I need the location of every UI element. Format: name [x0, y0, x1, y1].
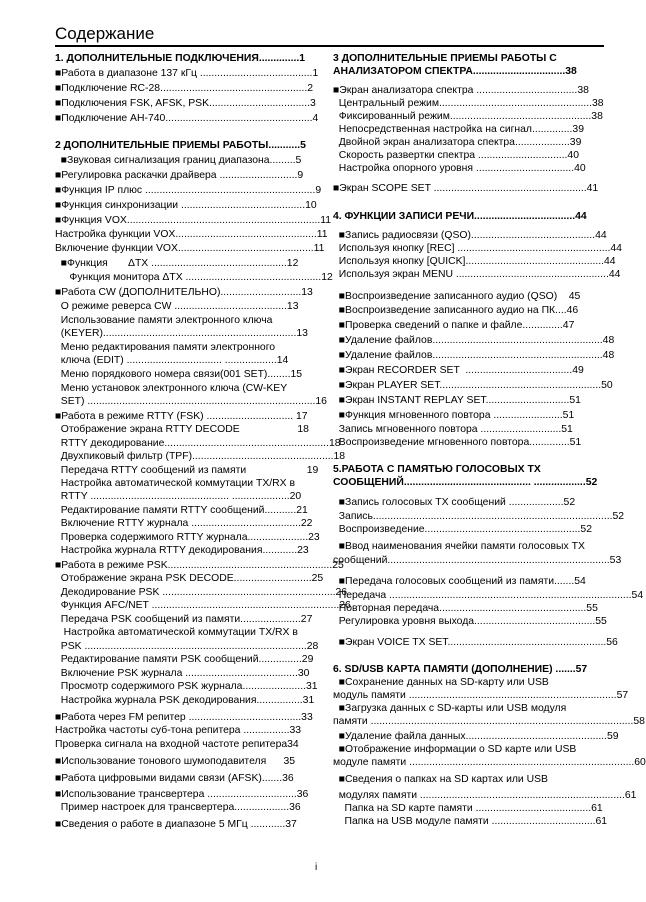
toc-section-heading: 1. ДОПОЛНИТЕЛЬНЫЕ ПОДКЛЮЧЕНИЯ..............1	[55, 53, 306, 64]
toc-entry: RTTY декодирование.........................................................18	[55, 438, 341, 449]
title-divider	[55, 45, 604, 47]
toc-entry: ■Передача голосовых сообщений из памяти.......54	[333, 576, 586, 587]
toc-entry: Повторная передача...................................................55	[333, 603, 598, 614]
toc-entry: Меню редактирования памяти электронного	[55, 342, 276, 353]
toc-entry: ■Работа через FM репитер .......................................33	[55, 712, 313, 723]
toc-entry: Функция AFC/NET .................................................................26	[55, 600, 351, 611]
toc-entry: ■Работа CW (ДОПОЛНИТЕЛЬНО)............................13	[55, 287, 313, 298]
toc-entry: RTTY ................................................ ....................20	[55, 491, 302, 502]
page-title: Содержание	[55, 24, 155, 43]
toc-entry: ■Воспроизведение записанного аудио на ПК....46	[333, 305, 579, 316]
toc-entry: ■Функция мгновенного повтора ........................51	[333, 410, 575, 421]
toc-entry: Проверка содержимого RTTY журнала.....................23	[55, 532, 320, 543]
toc-entry: ■Использование тонового шумоподавителя 35	[55, 756, 296, 767]
toc-entry: ■Запись голосовых TX сообщений ...................52	[333, 497, 576, 508]
toc-entry: ■Использование трансвертера ...............................36	[55, 789, 309, 800]
toc-entry: О режиме реверса CW .......................................13	[55, 301, 299, 312]
toc-entry: ■Функция синхронизации ...........................................10	[55, 200, 317, 211]
toc-section-heading: СООБЩЕНИЙ............................................ ..................52	[333, 477, 598, 488]
toc-entry: Использование памяти электронного ключа	[55, 315, 273, 326]
toc-entry: ■Функция VOX...................................................................11	[55, 215, 332, 226]
toc-entry: ■Экран PLAYER SET........................................................50	[333, 380, 613, 391]
toc-section-heading: 4. ФУНКЦИИ ЗАПИСИ РЕЧИ...................................44	[333, 211, 587, 222]
toc-entry: ключа (EDIT) ................................. ..................14	[55, 355, 289, 366]
toc-entry: Настройка функции VOX.................................................11	[55, 229, 328, 240]
toc-entry: ■Функция ΔTX ...............................................12	[55, 258, 299, 269]
toc-entry: Проверка сигнала на входной частоте репитера34	[55, 739, 299, 750]
toc-entry: ■Работа в режиме PSK.........................................................25	[55, 560, 344, 571]
toc-entry: ■Отображение информации о SD карте или USB	[333, 744, 577, 755]
toc-entry: ■Удаление файла данных.................................................59	[333, 731, 619, 742]
toc-entry: Редактирование памяти RTTY сообщений...........21	[55, 505, 308, 516]
toc-entry: модулях памяти .......................................................................61	[333, 790, 637, 801]
toc-entry: ■Экран INSTANT REPLAY SET.............................51	[333, 395, 581, 406]
toc-entry: ■Звуковая сигнализация границ диапазона.........5	[55, 155, 302, 166]
toc-entry: ■Сведения о папках на SD картах или USB	[333, 774, 548, 785]
toc-entry: Настройка журнала RTTY декодирования............23	[55, 545, 309, 556]
toc-entry: SET) ...............................................................................16	[55, 396, 327, 407]
toc-entry: Папка на USB модуле памяти ....................................61	[333, 816, 608, 827]
toc-entry: Используя кнопку [QUICK]................................................44	[333, 256, 616, 267]
toc-entry: Отображение экрана PSK DECODE...........................25	[55, 573, 324, 584]
page-number: i	[315, 862, 318, 873]
toc-entry: ■Проверка сведений о папке и файле..............47	[333, 320, 575, 331]
toc-entry: ■Сведения о работе в диапазоне 5 МГц ............37	[55, 819, 297, 830]
toc-section-heading: 6. SD/USB КАРТА ПАМЯТИ (ДОПОЛНЕНИЕ) .......57	[333, 664, 588, 675]
toc-entry: Просмотр содержимого PSK журнала......................31	[55, 681, 318, 692]
toc-entry: Регулировка уровня выхода..........................................55	[333, 616, 607, 627]
toc-entry: ■Регулировка раскачки драйвера ...........................9	[55, 170, 304, 181]
toc-entry: ■Работа цифровыми видами связи (AFSK).......36	[55, 773, 294, 784]
toc-entry: ■Экран анализатора спектра ...................................38	[333, 85, 589, 96]
toc-entry: Двухпиковый фильтр (TPF).................................................18	[55, 451, 346, 462]
toc-entry: сообщений.............................................................................53	[333, 555, 622, 566]
toc-entry: Включение PSK журнала .......................................30	[55, 668, 310, 679]
toc-entry: ■Удаление файлов...........................................................48	[333, 335, 615, 346]
toc-entry: Настройка автоматической коммутации TX/RX в	[55, 627, 298, 638]
toc-entry: ■Подключение RC-28...................................................2	[55, 83, 314, 94]
toc-entry: Папка на SD карте памяти ........................................61	[333, 803, 603, 814]
toc-entry: Фиксированный режим.................................................38	[333, 111, 603, 122]
toc-entry: Настройка автоматической коммутации TX/RX в	[55, 478, 295, 489]
toc-entry: Настройка частоты суб-тона репитера ................33	[55, 725, 302, 736]
toc-entry: ■Экран VOICE TX SET.......................................................56	[333, 637, 618, 648]
toc-entry: памяти ...........................................................................................58	[333, 716, 645, 727]
toc-entry: модуль памяти ........................................................................57	[333, 690, 629, 701]
toc-entry: Используя экран MENU .....................................................44	[333, 269, 621, 280]
toc-entry: ■Работа в режиме RTTY (FSK) .............................. 17	[55, 411, 308, 422]
toc-entry: ■Воспроизведение записанного аудио (QSO) 45	[333, 291, 581, 302]
toc-entry: Меню установок электронного ключа (CW-KEY	[55, 383, 288, 394]
toc-entry: Передача PSK сообщений из памяти.....................27	[55, 614, 313, 625]
toc-entry: Редактирование памяти PSK сообщений...............29	[55, 654, 314, 665]
toc-entry: Функция монитора ΔTX ...............................................12	[55, 272, 333, 283]
toc-entry: ■Удаление файлов...........................................................48	[333, 350, 615, 361]
toc-entry: ■Работа в диапазоне 137 кГц .......................................1	[55, 68, 319, 79]
toc-entry: Отображение экрана RTTY DECODE 18	[55, 424, 309, 435]
toc-entry: Включение функции VOX...............................................11	[55, 243, 325, 254]
toc-section-heading: 5.РАБОТА С ПАМЯТЬЮ ГОЛОСОВЫХ TX	[333, 464, 541, 475]
toc-entry: Меню порядкового номера связи(001 SET)........15	[55, 369, 303, 380]
toc-entry: ■Экран SCOPE SET .....................................................41	[333, 183, 599, 194]
toc-entry: ■Экран RECORDER SET .....................................49	[333, 365, 584, 376]
toc-entry: Двойной экран анализатора спектра...................39	[333, 137, 582, 148]
toc-entry: Непосредственная настройка на сигнал..............39	[333, 124, 584, 135]
toc-entry: ■Ввод наименования ячейки памяти голосовых TX	[333, 541, 585, 552]
toc-entry: Передача RTTY сообщений из памяти 19	[55, 465, 319, 476]
toc-entry: Включение RTTY журнала ......................................22	[55, 518, 313, 529]
toc-entry: (KEYER)...................................................................13	[55, 328, 308, 339]
toc-entry: Передача ....................................................................................54	[333, 590, 644, 601]
toc-entry: Настройка журнала PSK декодирования................31	[55, 695, 315, 706]
toc-entry: Используя кнопку [REC] .....................................................44	[333, 243, 622, 254]
toc-section-heading: 2 ДОПОЛНИТЕЛЬНЫЕ ПРИЕМЫ РАБОТЫ...........5	[55, 140, 306, 151]
toc-entry: Воспроизведение......................................................52	[333, 524, 592, 535]
toc-entry: Настройка опорного уровня ..................................40	[333, 163, 586, 174]
toc-entry: ■Загрузка данных с SD-карты или USB модуля	[333, 703, 567, 714]
toc-entry: Декодирование PSK ............................................................26	[55, 587, 348, 598]
toc-entry: Воспроизведение мгновенного повтора..............51	[333, 437, 582, 448]
toc-entry: ■Подключение AH-740...................................................4	[55, 113, 319, 124]
toc-entry: ■Подключения FSK, AFSK, PSK...................................3	[55, 98, 316, 109]
toc-entry: модуле памяти ..............................................................................60	[333, 757, 646, 768]
toc-entry: ■Функция IP плюс ...........................................................9	[55, 185, 322, 196]
toc-entry: PSK .............................................................................28	[55, 641, 319, 652]
toc-entry: Скорость развертки спектра ...............................40	[333, 150, 579, 161]
toc-entry: Пример настроек для трансвертера...................36	[55, 802, 301, 813]
toc-section-heading: 3 ДОПОЛНИТЕЛЬНЫЕ ПРИЕМЫ РАБОТЫ С	[333, 53, 557, 64]
toc-entry: ■Сохранение данных на SD-карту или USB	[333, 677, 549, 688]
toc-entry: Запись мгновенного повтора ............................51	[333, 424, 573, 435]
toc-section-heading: АНАЛИЗАТОРОМ СПЕКТРА................................38	[333, 66, 577, 77]
toc-entry: Центральный режим.....................................................38	[333, 98, 604, 109]
toc-entry: ■Запись радиосвязи (QSO)...........................................44	[333, 230, 607, 241]
toc-entry: Запись...................................................................................52	[333, 511, 625, 522]
